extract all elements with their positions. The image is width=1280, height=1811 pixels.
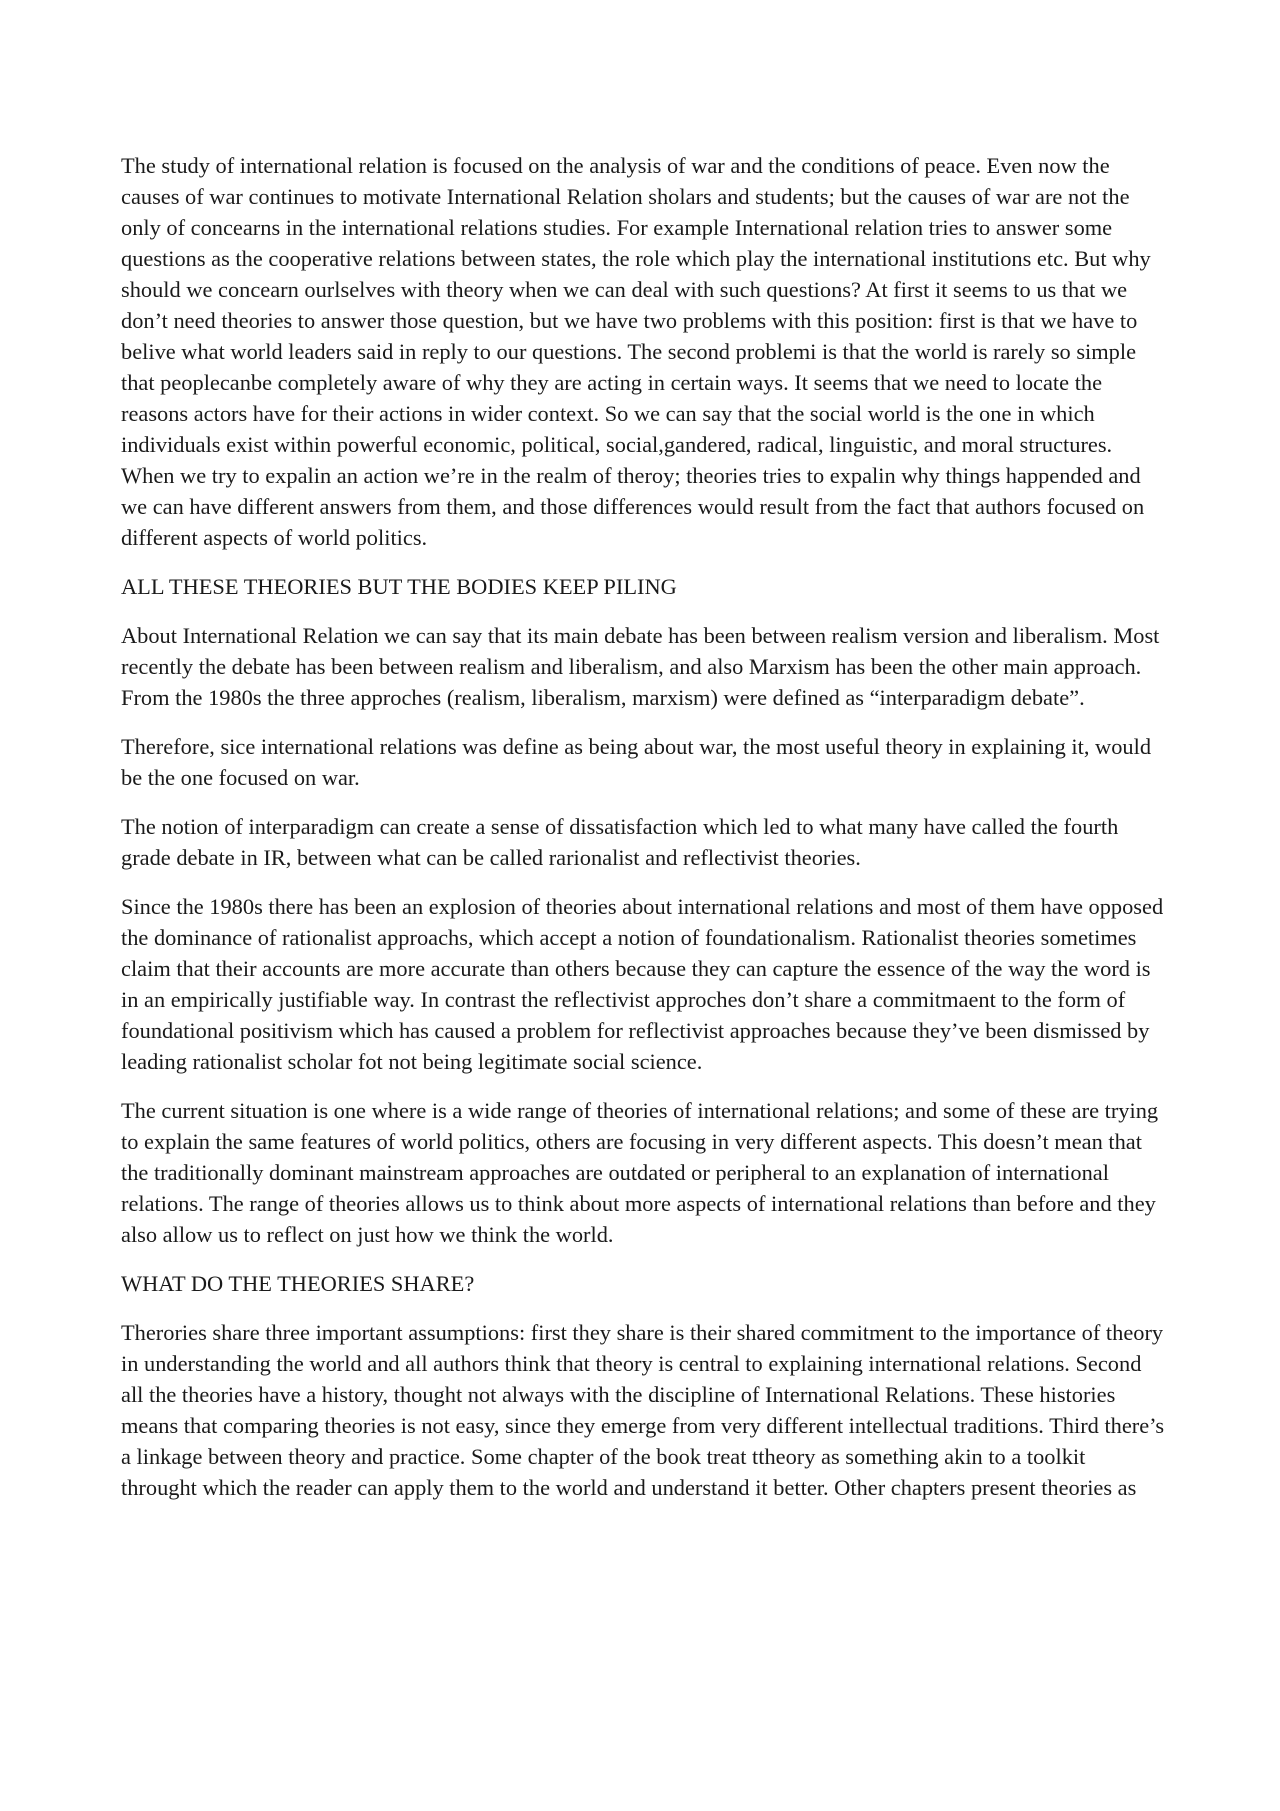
paragraph-current-situation: The current situation is one where is a wide range of theories of international relations; and some of these are trying to explain the same features of world politics, others are focusing in very different aspects. This doesn’t mean that the traditionally dominant mainstream approaches are outdated or peripheral to an explanation of international relations. The range of theories allows us to think about more aspects of international relations than before and they also allow us to reflect on just how we think the world.: [121, 1098, 1159, 1247]
section-heading-share: WHAT DO THE THEORIES SHARE?: [121, 1271, 475, 1296]
paragraph-explosion-of-theories: Since the 1980s there has been an explosion of theories about international relations and most of them have opposed the dominance of rationalist approachs, which accept a notion of foundationalism. Rationalist theories sometimes claim that their accounts are more accurate than others because they can capture the essence of the way the word is in an empirically justifiable way. In contrast the reflectivist approches don’t share a commitmaent to the form of foundational positivism which has caused a problem for reflectivist approaches because they’ve been dismissed by leading rationalist scholar fot not being legitimate social science.: [121, 894, 1164, 1074]
paragraph-interparadigm: The notion of interparadigm can create a sense of dissatisfaction which led to what many have called the fourth grade debate in IR, between what can be called rarionalist and reflectivist theories.: [121, 814, 1119, 870]
paragraph-war-theory: Therefore, sice international relations was define as being about war, the most useful theory in explaining it, would be the one focused on war.: [121, 734, 1152, 790]
section-heading-theories: ALL THESE THEORIES BUT THE BODIES KEEP PILING: [121, 574, 677, 599]
document-page: [121, 150, 1166, 1521]
paragraph-main-debate: About International Relation we can say that its main debate has been between realism version and liberalism. Most recently the debate has been between realism and liberalism, and also Marxism has been the other main approach. From the 1980s the three approches (realism, liberalism, marxism) were defined as “interparadigm debate”.: [121, 623, 1160, 710]
paragraph-intro: The study of international relation is focused on the analysis of war and the conditions of peace. Even now the causes of war continues to motivate International Relation sholars and students; but the causes of war are not the only of concearns in the international relations studies. For example International relation tries to answer some questions as the cooperative relations between states, the role which play the international institutions etc. But why should we concearn ourlselves with theory when we can deal with such questions? At first it seems to us that we don’t need theories to answer those question, but we have two problems with this position: first is that we have to belive what world leaders said in reply to our questions. The second problemi is that the world is rarely so simple that peoplecanbe completely aware of why they are acting in certain ways. It seems that we need to locate the reasons actors have for their actions in wider context. So we can say that the social world is the one in which individuals exist within powerful economic, political, social,gandered, radical, linguistic, and moral structures. When we try to expalin an action we’re in the realm of theroy; theories tries to expalin why things happended and we can have different answers from them, and those differences would result from the fact that authors focused on different aspects of world politics.: [121, 153, 1151, 550]
paragraph-shared-assumptions: Therories share three important assumptions: first they share is their shared commitment to the importance of theory in understanding the world and all authors think that theory is central to explaining international relations. Second all the theories have a history, thought not always with the discipline of International Relations. These histories means that comparing theories is not easy, since they emerge from very different intellectual traditions. Third there’s a linkage between theory and practice. Some chapter of the book treat ttheory as something akin to a toolkit throught which the reader can apply them to the world and understand it better. Other chapters present theories as: [121, 1320, 1165, 1500]
